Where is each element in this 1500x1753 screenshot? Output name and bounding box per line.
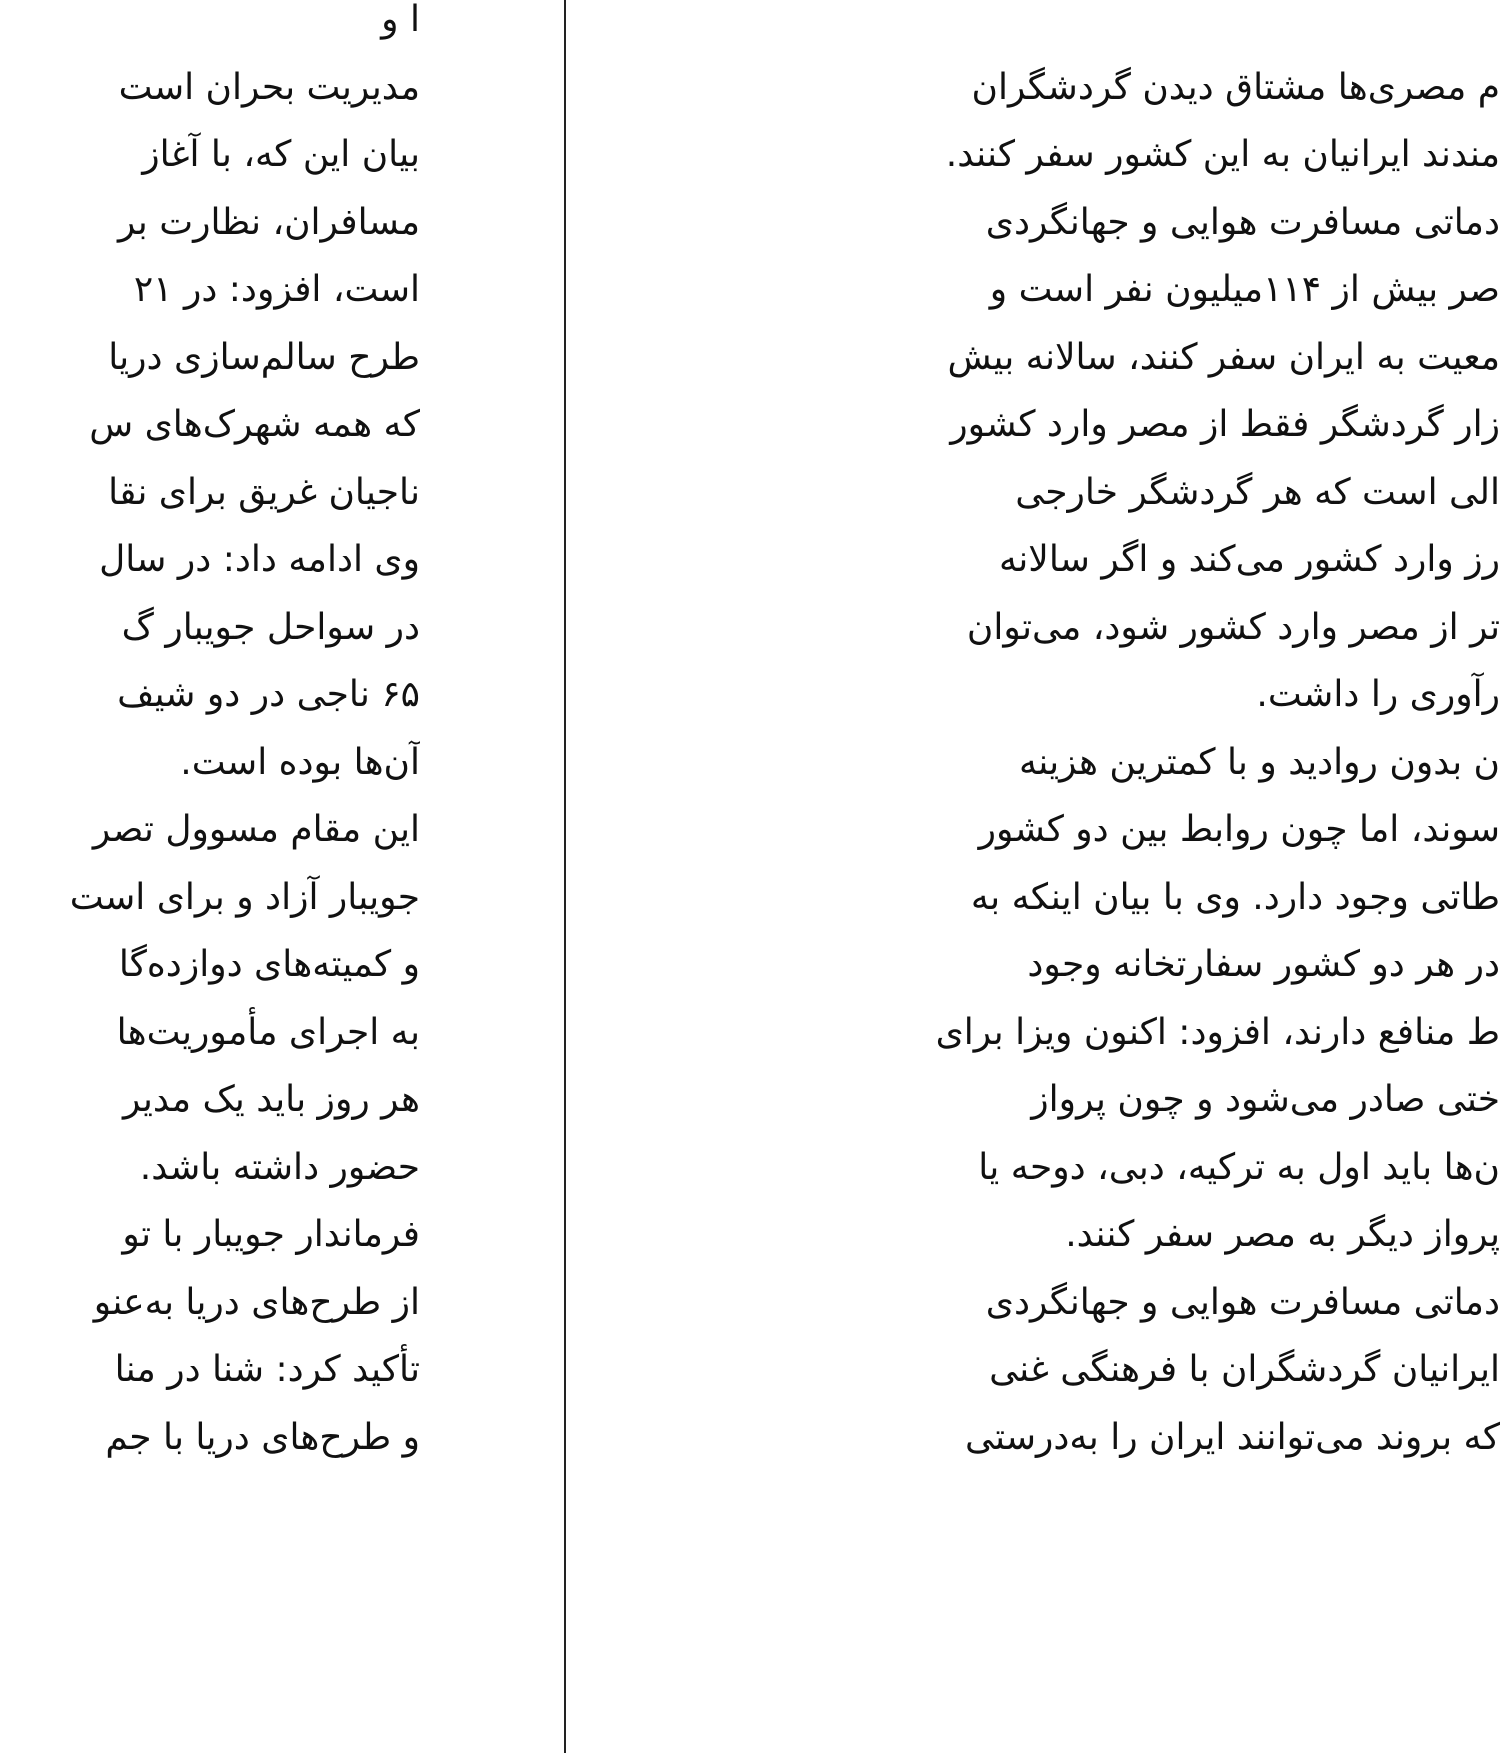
text-line: طرح سالم‌سازی دریا bbox=[108, 336, 420, 378]
text-line: بیان این که، با آغاز bbox=[142, 134, 420, 175]
left-column bbox=[0, 0, 420, 1753]
text-line: که بروند می‌توانند ایران را به‌درستی bbox=[964, 1416, 1500, 1458]
text-line: پرواز دیگر به مصر سفر کنند. bbox=[1065, 1214, 1500, 1255]
text-line: ن‌ها باید اول به ترکیه، دبی، دوحه یا bbox=[978, 1146, 1500, 1188]
text-line: ایرانیان گردشگران با فرهنگی غنی bbox=[989, 1349, 1500, 1390]
text-line: صر بیش از ۱۱۴میلیون نفر است و bbox=[989, 269, 1500, 310]
text-line: از طرح‌های دریا به‌عنو bbox=[93, 1281, 420, 1323]
text-line: که همه شهرک‌های س bbox=[89, 404, 420, 445]
text-line: مسافران، نظارت بر bbox=[117, 201, 420, 243]
text-line: حضور داشته باشد. bbox=[139, 1146, 420, 1188]
text-line: زار گردشگر فقط از مصر وارد کشور bbox=[950, 404, 1500, 445]
text-line: در هر دو کشور سفارتخانه وجود bbox=[1027, 944, 1500, 985]
text-line: هر روز باید یک مدیر bbox=[123, 1079, 420, 1120]
text-line: الی است که هر گردشگر خارجی bbox=[1015, 471, 1500, 513]
text-line: ا و bbox=[381, 0, 420, 40]
text-line: ط منافع دارند، افزود: اکنون ویزا برای bbox=[935, 1011, 1500, 1053]
text-line: رآوری را داشت. bbox=[1256, 674, 1500, 715]
text-line: وی ادامه داد: در سال bbox=[99, 539, 420, 580]
text-line: مندند ایرانیان به این کشور سفر کنند. bbox=[945, 134, 1500, 175]
text-line: سوند، اما چون روابط بین دو کشور bbox=[978, 809, 1500, 850]
text-line: آن‌ها بوده است. bbox=[180, 741, 420, 783]
text-line: ناجیان غریق برای نقا bbox=[108, 471, 420, 513]
text-line: جویبار آزاد و برای است bbox=[69, 876, 420, 918]
text-line bbox=[600, 0, 1500, 54]
text-line: است، افزود: در ۲۱ bbox=[133, 269, 420, 310]
text-line: به اجرای مأموریت‌ها bbox=[116, 1011, 420, 1053]
text-line: ن بدون روادید و با کمترین هزینه bbox=[1018, 741, 1500, 783]
text-line: رز وارد کشور می‌کند و اگر سالانه bbox=[998, 539, 1500, 580]
left-column-text bbox=[0, 0, 420, 1471]
right-column bbox=[600, 0, 1500, 1753]
text-line: در سواحل جویبار گ bbox=[121, 606, 420, 648]
text-line: این مقام مسوول تصر bbox=[92, 809, 420, 850]
text-line: دماتی مسافرت هوایی و جهانگردی bbox=[985, 201, 1500, 243]
text-line: طاتی وجود دارد. وی با بیان اینکه به bbox=[970, 876, 1500, 918]
text-line: م مصری‌ها مشتاق دیدن گردشگران bbox=[971, 66, 1500, 108]
text-line: تأکید کرد: شنا در منا bbox=[114, 1349, 420, 1390]
text-line: مدیریت بحران است bbox=[118, 66, 420, 108]
column-divider bbox=[564, 0, 566, 1753]
text-line: ختی صادر می‌شود و چون پرواز bbox=[1031, 1079, 1500, 1120]
text-line: و کمیته‌های دوازده‌گا bbox=[118, 944, 420, 985]
text-line: فرماندار جویبار با تو bbox=[122, 1214, 420, 1255]
text-line: ۶۵ ناجی در دو شیف bbox=[117, 674, 420, 715]
text-line: تر از مصر وارد کشور شود، می‌توان bbox=[966, 606, 1500, 648]
text-line: دماتی مسافرت هوایی و جهانگردی bbox=[985, 1281, 1500, 1323]
text-line: معیت به ایران سفر کنند، سالانه بیش bbox=[947, 336, 1500, 378]
right-column-text bbox=[600, 0, 1500, 1471]
text-line: و طرح‌های دریا با جم bbox=[105, 1416, 420, 1458]
